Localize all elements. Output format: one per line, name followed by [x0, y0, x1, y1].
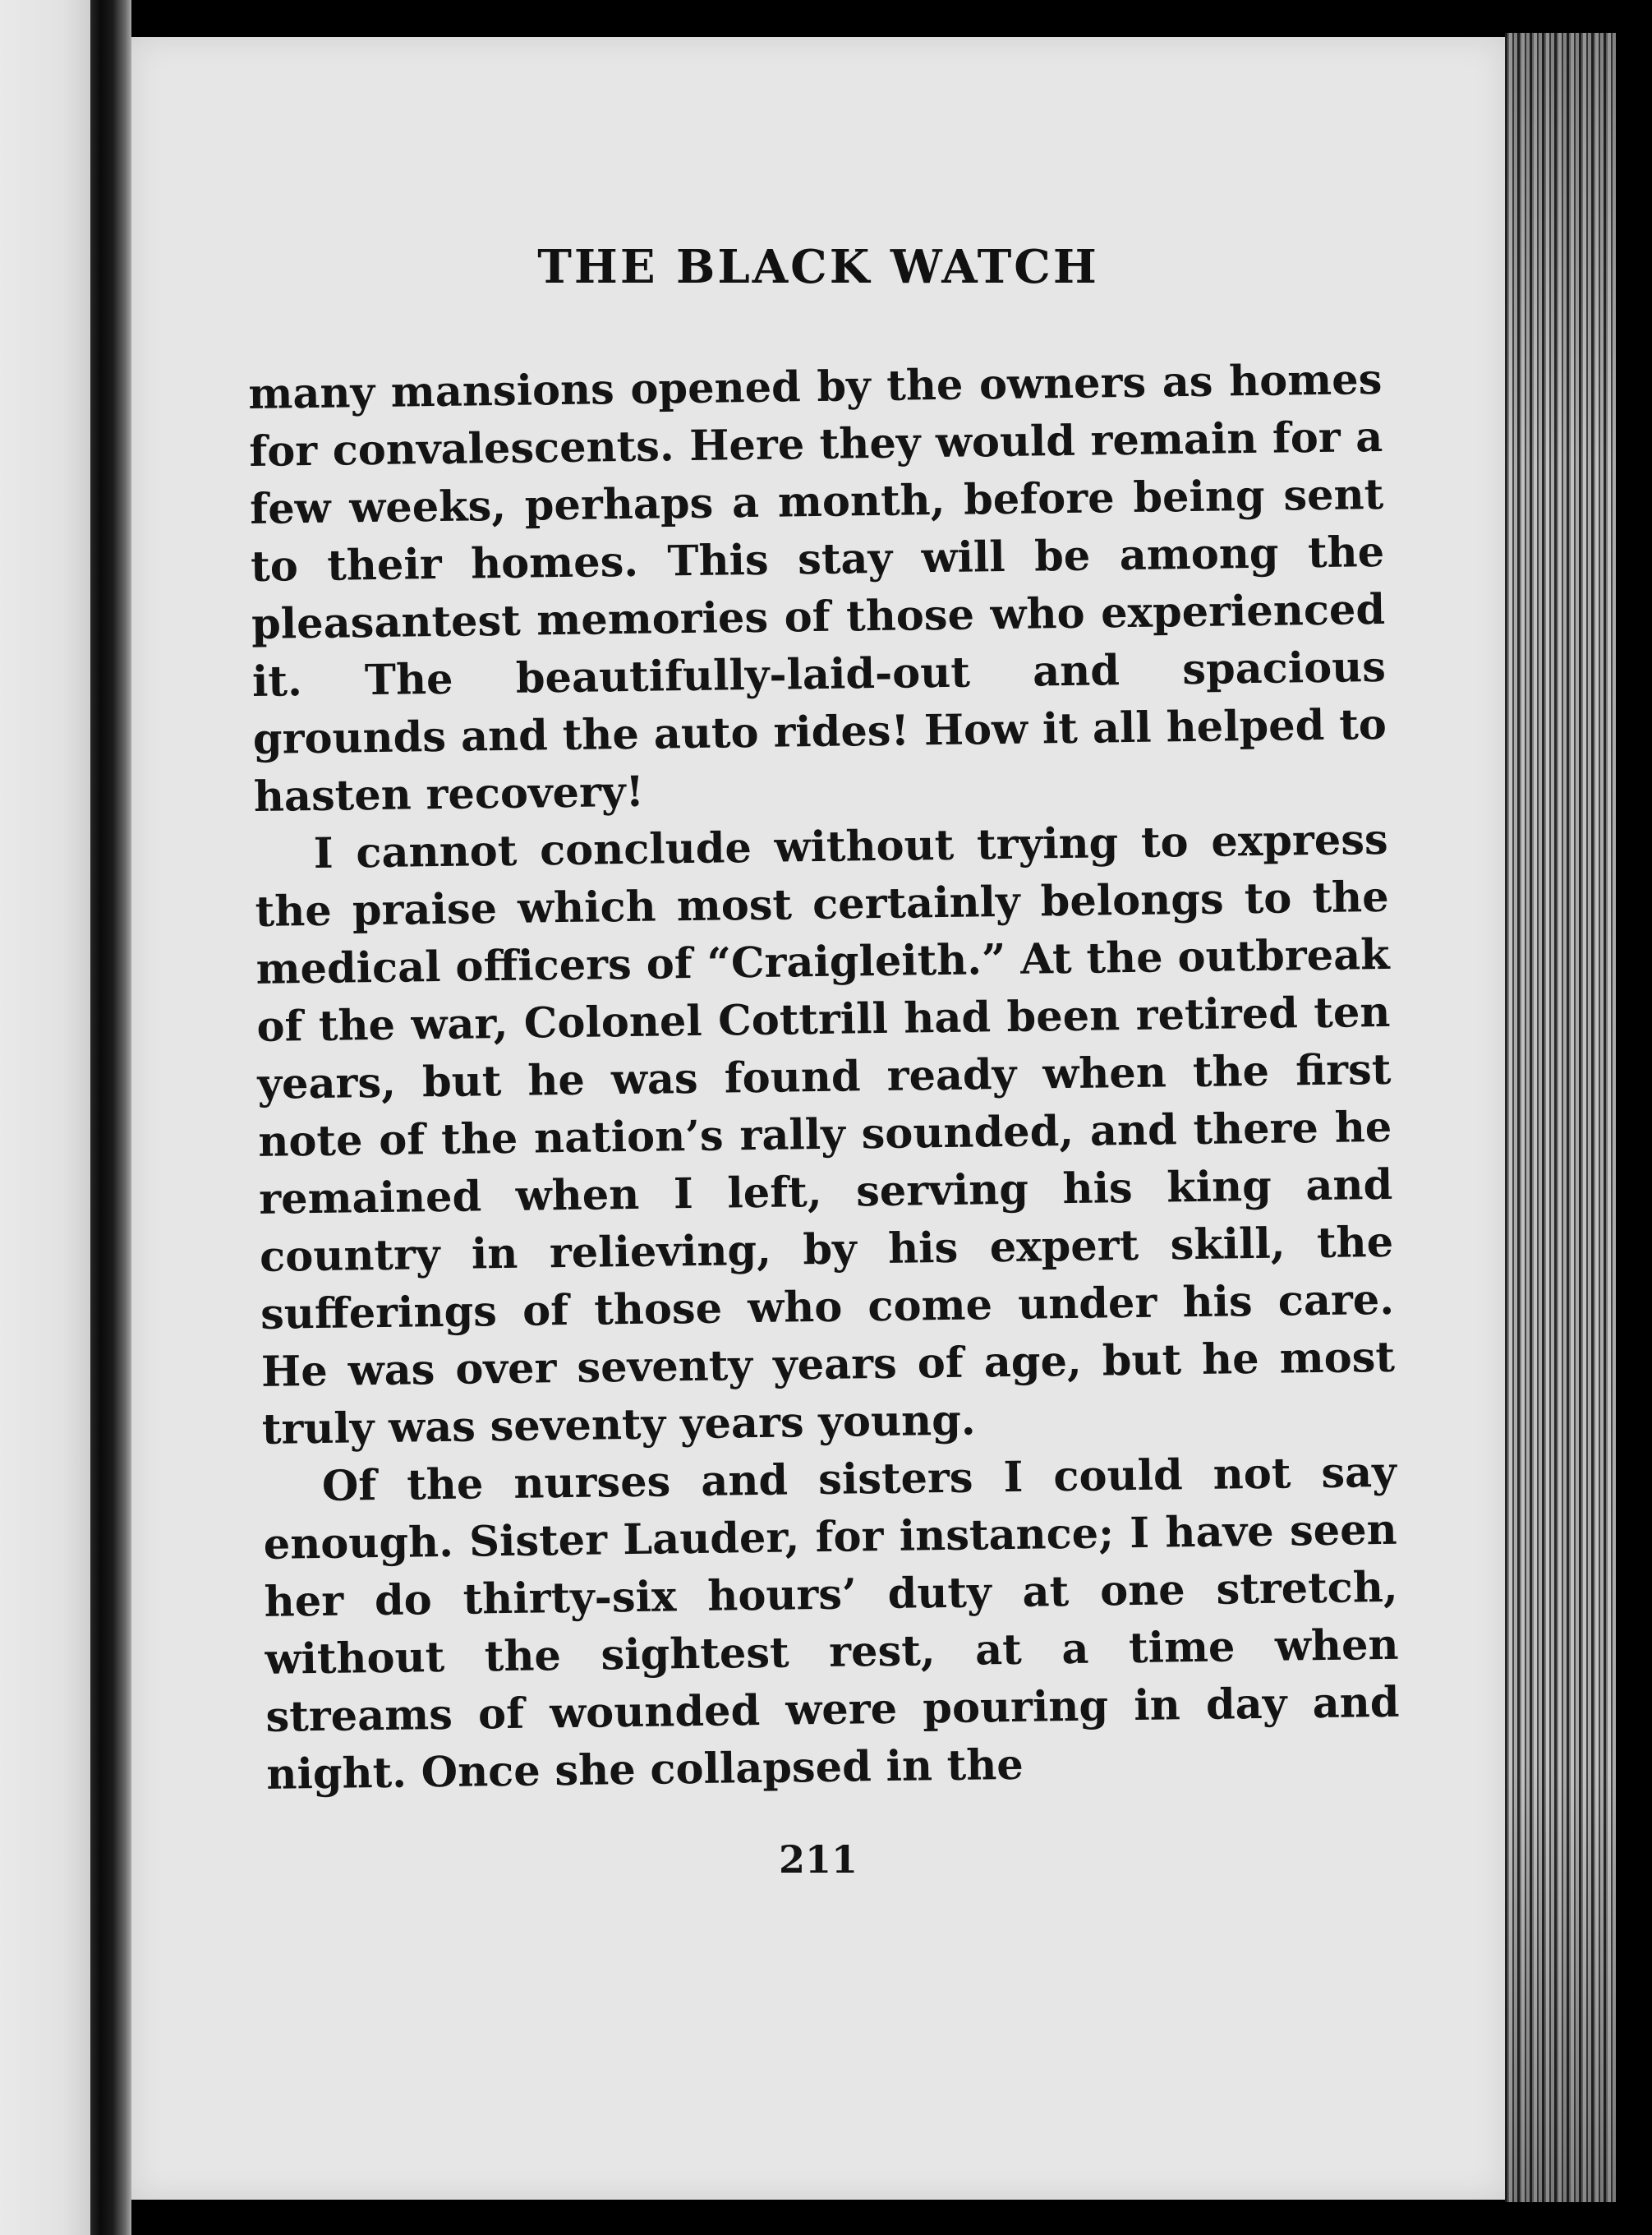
page-block-shadow: [1505, 33, 1616, 2202]
paragraph-1: many mansions opened by the owners as homes for convalescents. Here they would remain for a few weeks, perhaps a month, before being sent to their homes. This stay will be among the pleasantest memories of those who experienced it. The beautifully-laid-out and spacious grounds and the auto rides! How it all helped to hasten recovery!: [248, 354, 1387, 822]
running-head: THE BLACK WATCH: [537, 240, 1099, 294]
facing-page-edge: [0, 0, 90, 2235]
page-body: [248, 351, 1401, 1804]
book-gutter: [90, 0, 131, 2235]
paragraph-3: Of the nurses and sisters I could not say enough. Sister Lauder, for instance; I have seen her do thirty-six hours’ duty at one stretch, without the sightest rest, at a time when streams of wounded were pouring in day and night. Once she collapsed in the: [263, 1447, 1400, 1800]
book-page: [131, 37, 1505, 2200]
paragraph-2: I cannot conclude without trying to express the praise which most certainly belongs to the medical officers of “Craigleith.” At the outbreak of the war, Colonel Cottrill had been retired ten years, but he was found ready when the first note of the nation’s rally sounded, and there he remained when I left, serving his king and country in relieving, by his expert skill, the sufferings of those who come under his care. He was over seventy years of age, but he most truly was seventy years young.: [255, 814, 1396, 1454]
page-number: 211: [778, 1837, 858, 1882]
